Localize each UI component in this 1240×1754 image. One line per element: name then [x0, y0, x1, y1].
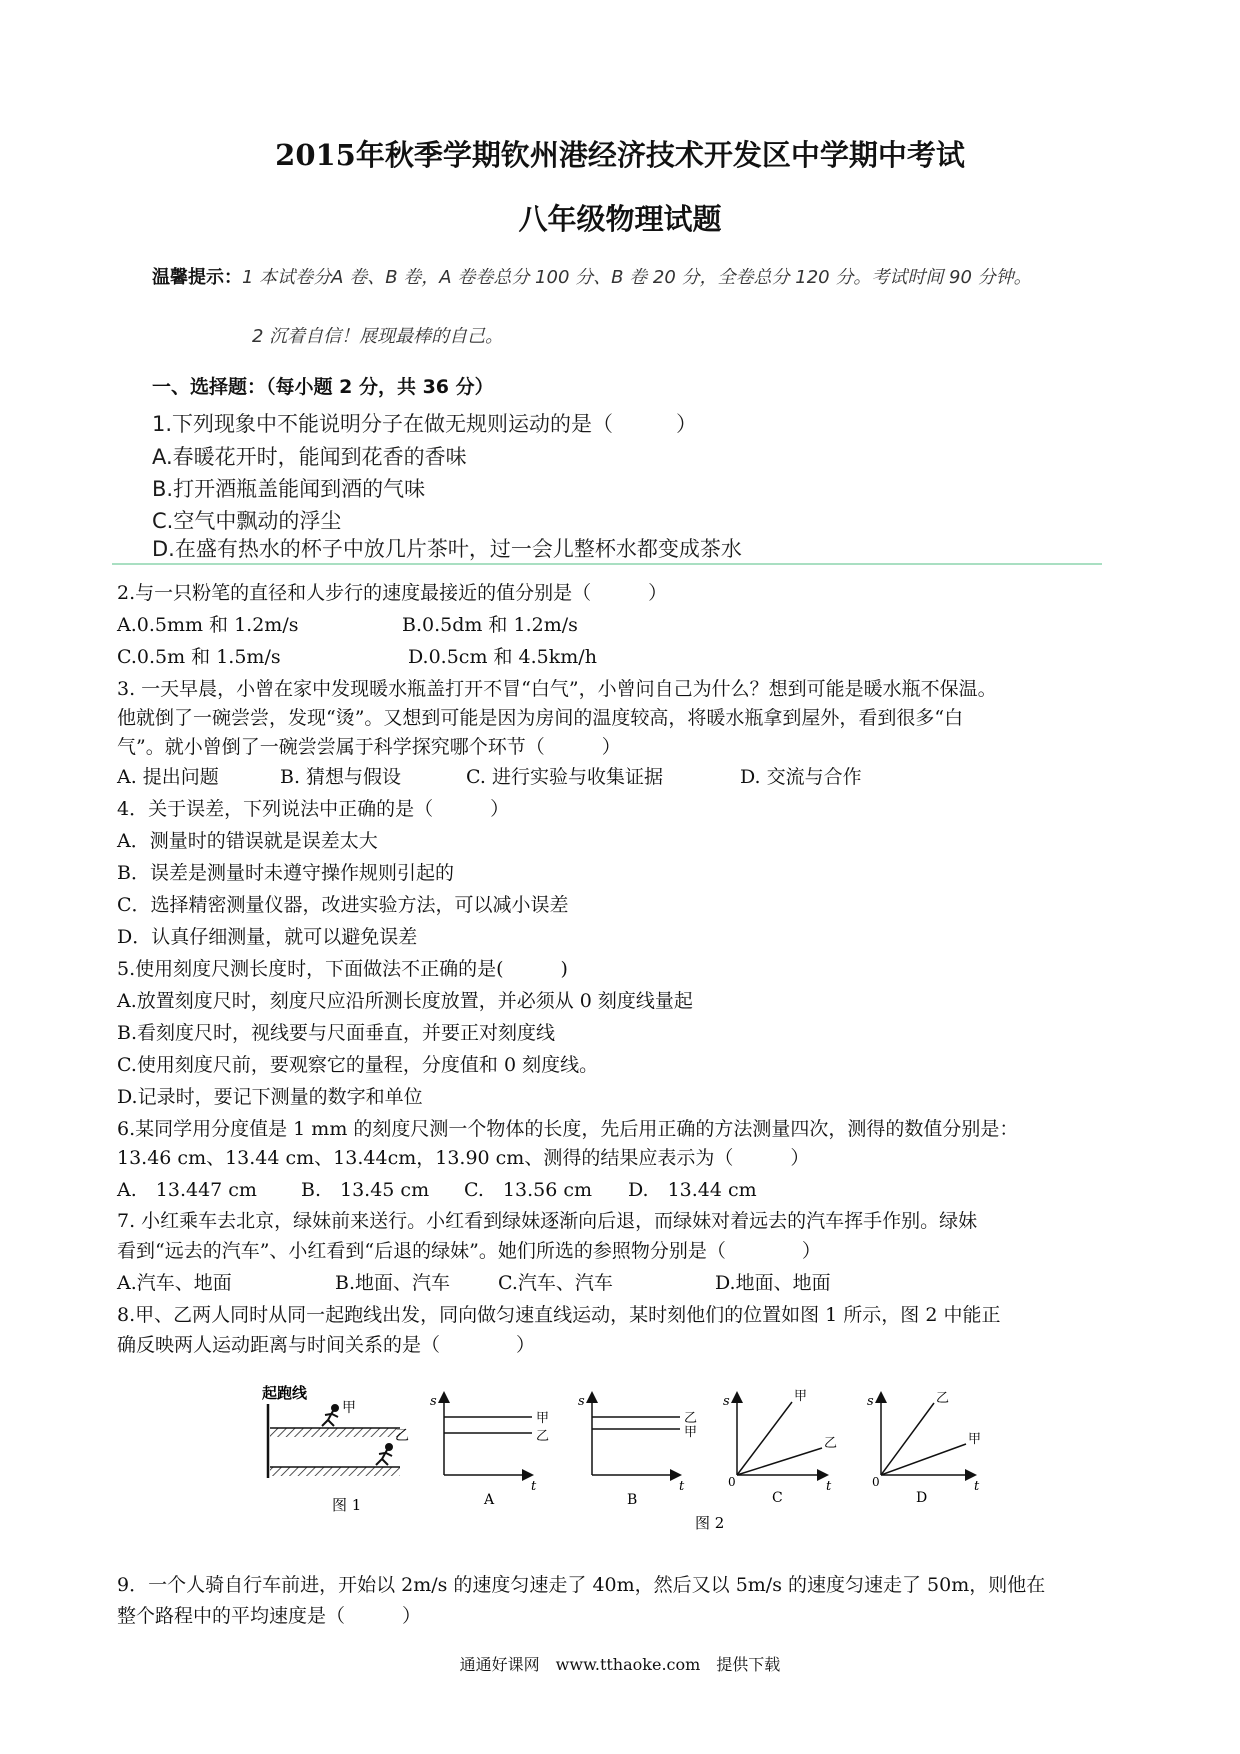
tips-text-2: 2 沉着自信！展现最棒的自己。	[252, 326, 504, 347]
q7-option-d: D.地面、地面	[715, 1272, 831, 1294]
q4-option-a: A．测量时的错误就是误差太大	[117, 830, 378, 852]
graph-b-caption: B	[627, 1492, 638, 1508]
q5-option-c: C.使用刻度尺前，要观察它的量程，分度值和 0 刻度线。	[117, 1054, 599, 1076]
graph-a-caption: A	[484, 1492, 495, 1508]
graph-c-axis-t: t	[826, 1479, 832, 1494]
q5-option-b: B.看刻度尺时，视线要与尺面垂直，并要正对刻度线	[117, 1022, 556, 1044]
graph-a-axis-t: t	[531, 1479, 537, 1494]
q3-line-3: 气”。就小曾倒了一碗尝尝属于科学探究哪个环节（ ）	[117, 736, 621, 758]
q5-option-a: A.放置刻度尺时，刻度尺应沿所测长度放置，并必须从 0 刻度线量起	[117, 990, 693, 1012]
runner-jia-icon	[322, 1405, 338, 1426]
section-heading: 一、选择题：（每小题 2 分，共 36 分）	[152, 376, 494, 398]
q5-stem: 5.使用刻度尺测长度时，下面做法不正确的是( )	[117, 958, 568, 980]
q9-line-1: 9．一个人骑自行车前进，开始以 2m/s 的速度匀速走了 40m，然后又以 5m/s 的速度匀速走了 50m，则他在	[117, 1574, 1046, 1596]
exam-title: 2015年秋季学期钦州港经济技术开发区中学期中考试	[275, 138, 965, 172]
q2-option-d: D.0.5cm 和 4.5km/h	[408, 646, 597, 668]
graph-c-line-yi	[737, 1448, 822, 1475]
graph-c	[723, 1389, 837, 1506]
graph-a-jia-label: 甲	[536, 1411, 550, 1426]
q4-option-b: B．误差是测量时未遵守操作规则引起的	[117, 862, 454, 884]
q1-option-d: D.在盛有热水的杯子中放几片茶叶，过一会儿整杯水都变成茶水	[152, 537, 742, 561]
fig1-jia-label: 甲	[342, 1400, 356, 1416]
graph-d-line-yi	[881, 1403, 934, 1475]
fig1-yi-label: 乙	[395, 1428, 409, 1444]
q4-option-c: C．选择精密测量仪器，改进实验方法，可以减小误差	[117, 894, 569, 916]
graph-d	[867, 1391, 981, 1506]
q1-option-c: C.空气中飘动的浮尘	[152, 509, 342, 533]
q5-option-d: D.记录时，要记下测量的数字和单位	[117, 1086, 423, 1108]
q3-option-a: A. 提出问题	[117, 766, 219, 788]
q3-line-2: 他就倒了一碗尝尝，发现“烫”。又想到可能是因为房间的温度较高，将暖水瓶拿到屋外，看到很多“白	[117, 707, 964, 729]
q8-line-2: 确反映两人运动距离与时间关系的是（ ）	[117, 1334, 536, 1356]
q6-line-1: 6.某同学用分度值是 1 mm 的刻度尺测一个物体的长度，先后用正确的方法测量四次，测得的数值分别是：	[117, 1118, 1019, 1140]
graph-d-axis-s: s	[867, 1394, 874, 1409]
q2-option-c: C.0.5m 和 1.5m/s	[117, 646, 281, 668]
exam-subtitle: 八年级物理试题	[518, 202, 722, 236]
graph-c-origin: 0	[728, 1475, 736, 1489]
q1-stem: 1.下列现象中不能说明分子在做无规则运动的是（ ）	[152, 412, 698, 436]
graph-d-origin: 0	[872, 1475, 880, 1489]
q3-line-1: 3. 一天早晨，小曾在家中发现暖水瓶盖打开不冒“白气”，小曾问自己为什么？想到可能是暖水瓶不保温。	[117, 678, 997, 700]
graph-b-axis-t: t	[679, 1479, 685, 1494]
fig1-start-line-label: 起跑线	[262, 1384, 308, 1402]
graph-c-yi-label: 乙	[824, 1436, 838, 1451]
graph-a	[430, 1394, 549, 1508]
fig1-start-line-diagram	[262, 1384, 409, 1514]
q2-option-b: B.0.5dm 和 1.2m/s	[402, 614, 578, 636]
fig1-track-upper	[270, 1428, 400, 1437]
q8-line-1: 8.甲、乙两人同时从同一起跑线出发，同向做匀速直线运动，某时刻他们的位置如图 1 所示，图 2 中能正	[117, 1304, 1001, 1326]
q7-line-2: 看到“远去的汽车”、小红看到“后退的绿妹”。她们所选的参照物分别是（ ）	[117, 1240, 821, 1262]
q7-option-a: A.汽车、地面	[117, 1272, 232, 1294]
footer-credit: 通通好课网 www.tthaoke.com 提供下载	[459, 1655, 781, 1674]
q6-option-a: A. 13.447 cm	[117, 1179, 257, 1201]
graph-c-caption: C	[772, 1490, 783, 1506]
graph-c-axis-s: s	[723, 1394, 730, 1409]
graph-d-axis-t: t	[974, 1479, 980, 1494]
graph-b-axis-s: s	[578, 1394, 585, 1409]
graph-d-yi-label: 乙	[936, 1391, 950, 1406]
q6-option-c: C. 13.56 cm	[464, 1179, 592, 1201]
q7-option-b: B.地面、汽车	[335, 1272, 451, 1294]
runner-yi-icon	[376, 1444, 392, 1465]
q3-option-b: B. 猜想与假设	[280, 766, 402, 788]
graph-a-axis-s: s	[430, 1394, 437, 1409]
graph-a-yi-label: 乙	[536, 1429, 550, 1444]
graph-d-line-jia	[881, 1444, 966, 1475]
q7-line-1: 7. 小红乘车去北京，绿妹前来送行。小红看到绿妹逐渐向后退，而绿妹对着远去的汽车挥手作别。绿妹	[117, 1210, 978, 1232]
q6-option-b: B. 13.45 cm	[301, 1179, 430, 1201]
fig2-caption: 图 2	[695, 1514, 725, 1532]
graph-c-line-jia	[737, 1402, 792, 1475]
fig1-track-lower	[270, 1467, 400, 1476]
fig1-caption: 图 1	[332, 1496, 362, 1514]
q9-line-2: 整个路程中的平均速度是（ ）	[117, 1605, 422, 1627]
q4-option-d: D．认真仔细测量，就可以避免误差	[117, 926, 418, 948]
q6-option-d: D. 13.44 cm	[628, 1179, 757, 1201]
q7-option-c: C.汽车、汽车	[498, 1272, 613, 1294]
tips-text-1: 1 本试卷分A 卷、B 卷，A 卷卷总分 100 分、B 卷 20 分，全卷总分 120 分。考试时间 90 分钟。	[242, 267, 1032, 288]
graph-b	[578, 1394, 697, 1508]
q3-option-c: C. 进行实验与收集证据	[466, 766, 663, 788]
q3-option-d: D. 交流与合作	[740, 766, 862, 788]
q4-stem: 4．关于误差，下列说法中正确的是（ ）	[117, 798, 510, 820]
q1-option-a: A.春暖花开时，能闻到花香的香味	[152, 445, 467, 469]
graph-d-caption: D	[916, 1490, 928, 1506]
graph-b-yi-label: 乙	[684, 1411, 698, 1426]
q2-stem: 2.与一只粉笔的直径和人步行的速度最接近的值分别是（ ）	[117, 582, 668, 604]
q1-option-b: B.打开酒瓶盖能闻到酒的气味	[152, 477, 426, 501]
graph-c-jia-label: 甲	[794, 1389, 808, 1404]
graph-b-jia-label: 甲	[684, 1425, 698, 1440]
q2-option-a: A.0.5mm 和 1.2m/s	[117, 614, 299, 636]
q6-line-2: 13.46 cm、13.44 cm、13.44cm，13.90 cm、测得的结果应表示为（ ）	[117, 1147, 810, 1169]
graph-d-jia-label: 甲	[968, 1432, 982, 1447]
tips-label: 温馨提示：	[152, 267, 242, 288]
